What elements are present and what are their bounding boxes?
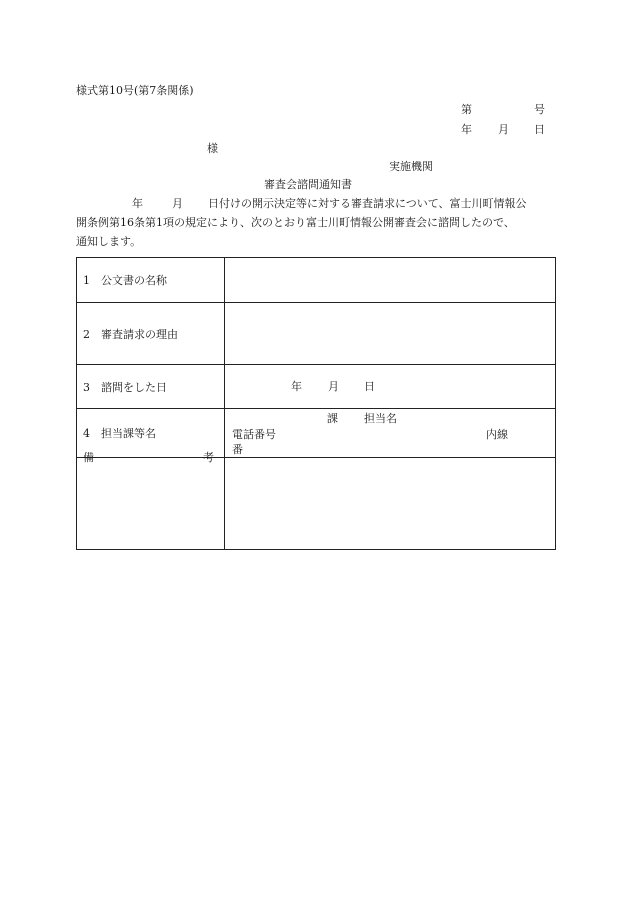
date-year-label: 年 [461, 123, 472, 136]
date-month-label: 月 [498, 123, 509, 136]
section-ka-label: 課 [327, 412, 338, 425]
consultation-date-field[interactable] [225, 365, 556, 409]
row-label-remarks [77, 451, 225, 550]
row-label-department: 4 担当課等名 [77, 409, 225, 458]
row-label-document-name: 1 公文書の名称 [77, 258, 225, 303]
notification-form-table [76, 257, 556, 550]
person-in-charge-label: 担当名 [364, 412, 397, 425]
table-row [77, 365, 556, 409]
document-number-label: 第 [461, 103, 472, 116]
table-row [77, 303, 556, 365]
consult-year-label: 年 [291, 380, 302, 393]
number-ban-label: 番 [232, 443, 243, 456]
consult-month-label: 月 [328, 380, 339, 393]
form-reference: 様式第10号(第7条関係) [76, 84, 194, 97]
table-row [77, 409, 556, 458]
implementing-agency: 実施機関 [389, 160, 433, 173]
request-reason-field[interactable] [225, 303, 556, 365]
extension-label: 内線 [486, 428, 508, 441]
body-text-rest: 日付けの開示決定等に対する審査請求について、富士川町情報公 [208, 197, 527, 210]
body-text-line-3: 通知します。 [76, 235, 142, 248]
addressee-honorific: 様 [207, 142, 218, 155]
department-field[interactable] [225, 409, 556, 458]
document-number-suffix: 号 [534, 103, 545, 116]
body-month-label: 月 [172, 197, 183, 210]
telephone-label: 電話番号 [232, 428, 276, 441]
body-year-label: 年 [132, 197, 143, 210]
document-name-field[interactable] [225, 258, 556, 303]
remarks-field[interactable] [225, 458, 556, 550]
table-row [77, 258, 556, 303]
body-text-line-2: 開条例第16条第1項の規定により、次のとおり富士川町情報公開審査会に諮問したので、 [76, 216, 515, 229]
remarks-ko-label: 考 [203, 451, 214, 464]
remarks-bi-label: 備 [83, 451, 94, 464]
document-title: 審査会諮問通知書 [264, 178, 352, 191]
row-label-consultation-date: 3 諮問をした日 [77, 365, 225, 409]
consult-day-label: 日 [364, 380, 375, 393]
date-day-label: 日 [534, 123, 545, 136]
row-label-request-reason: 2 審査請求の理由 [77, 303, 225, 365]
table-row [77, 458, 556, 550]
